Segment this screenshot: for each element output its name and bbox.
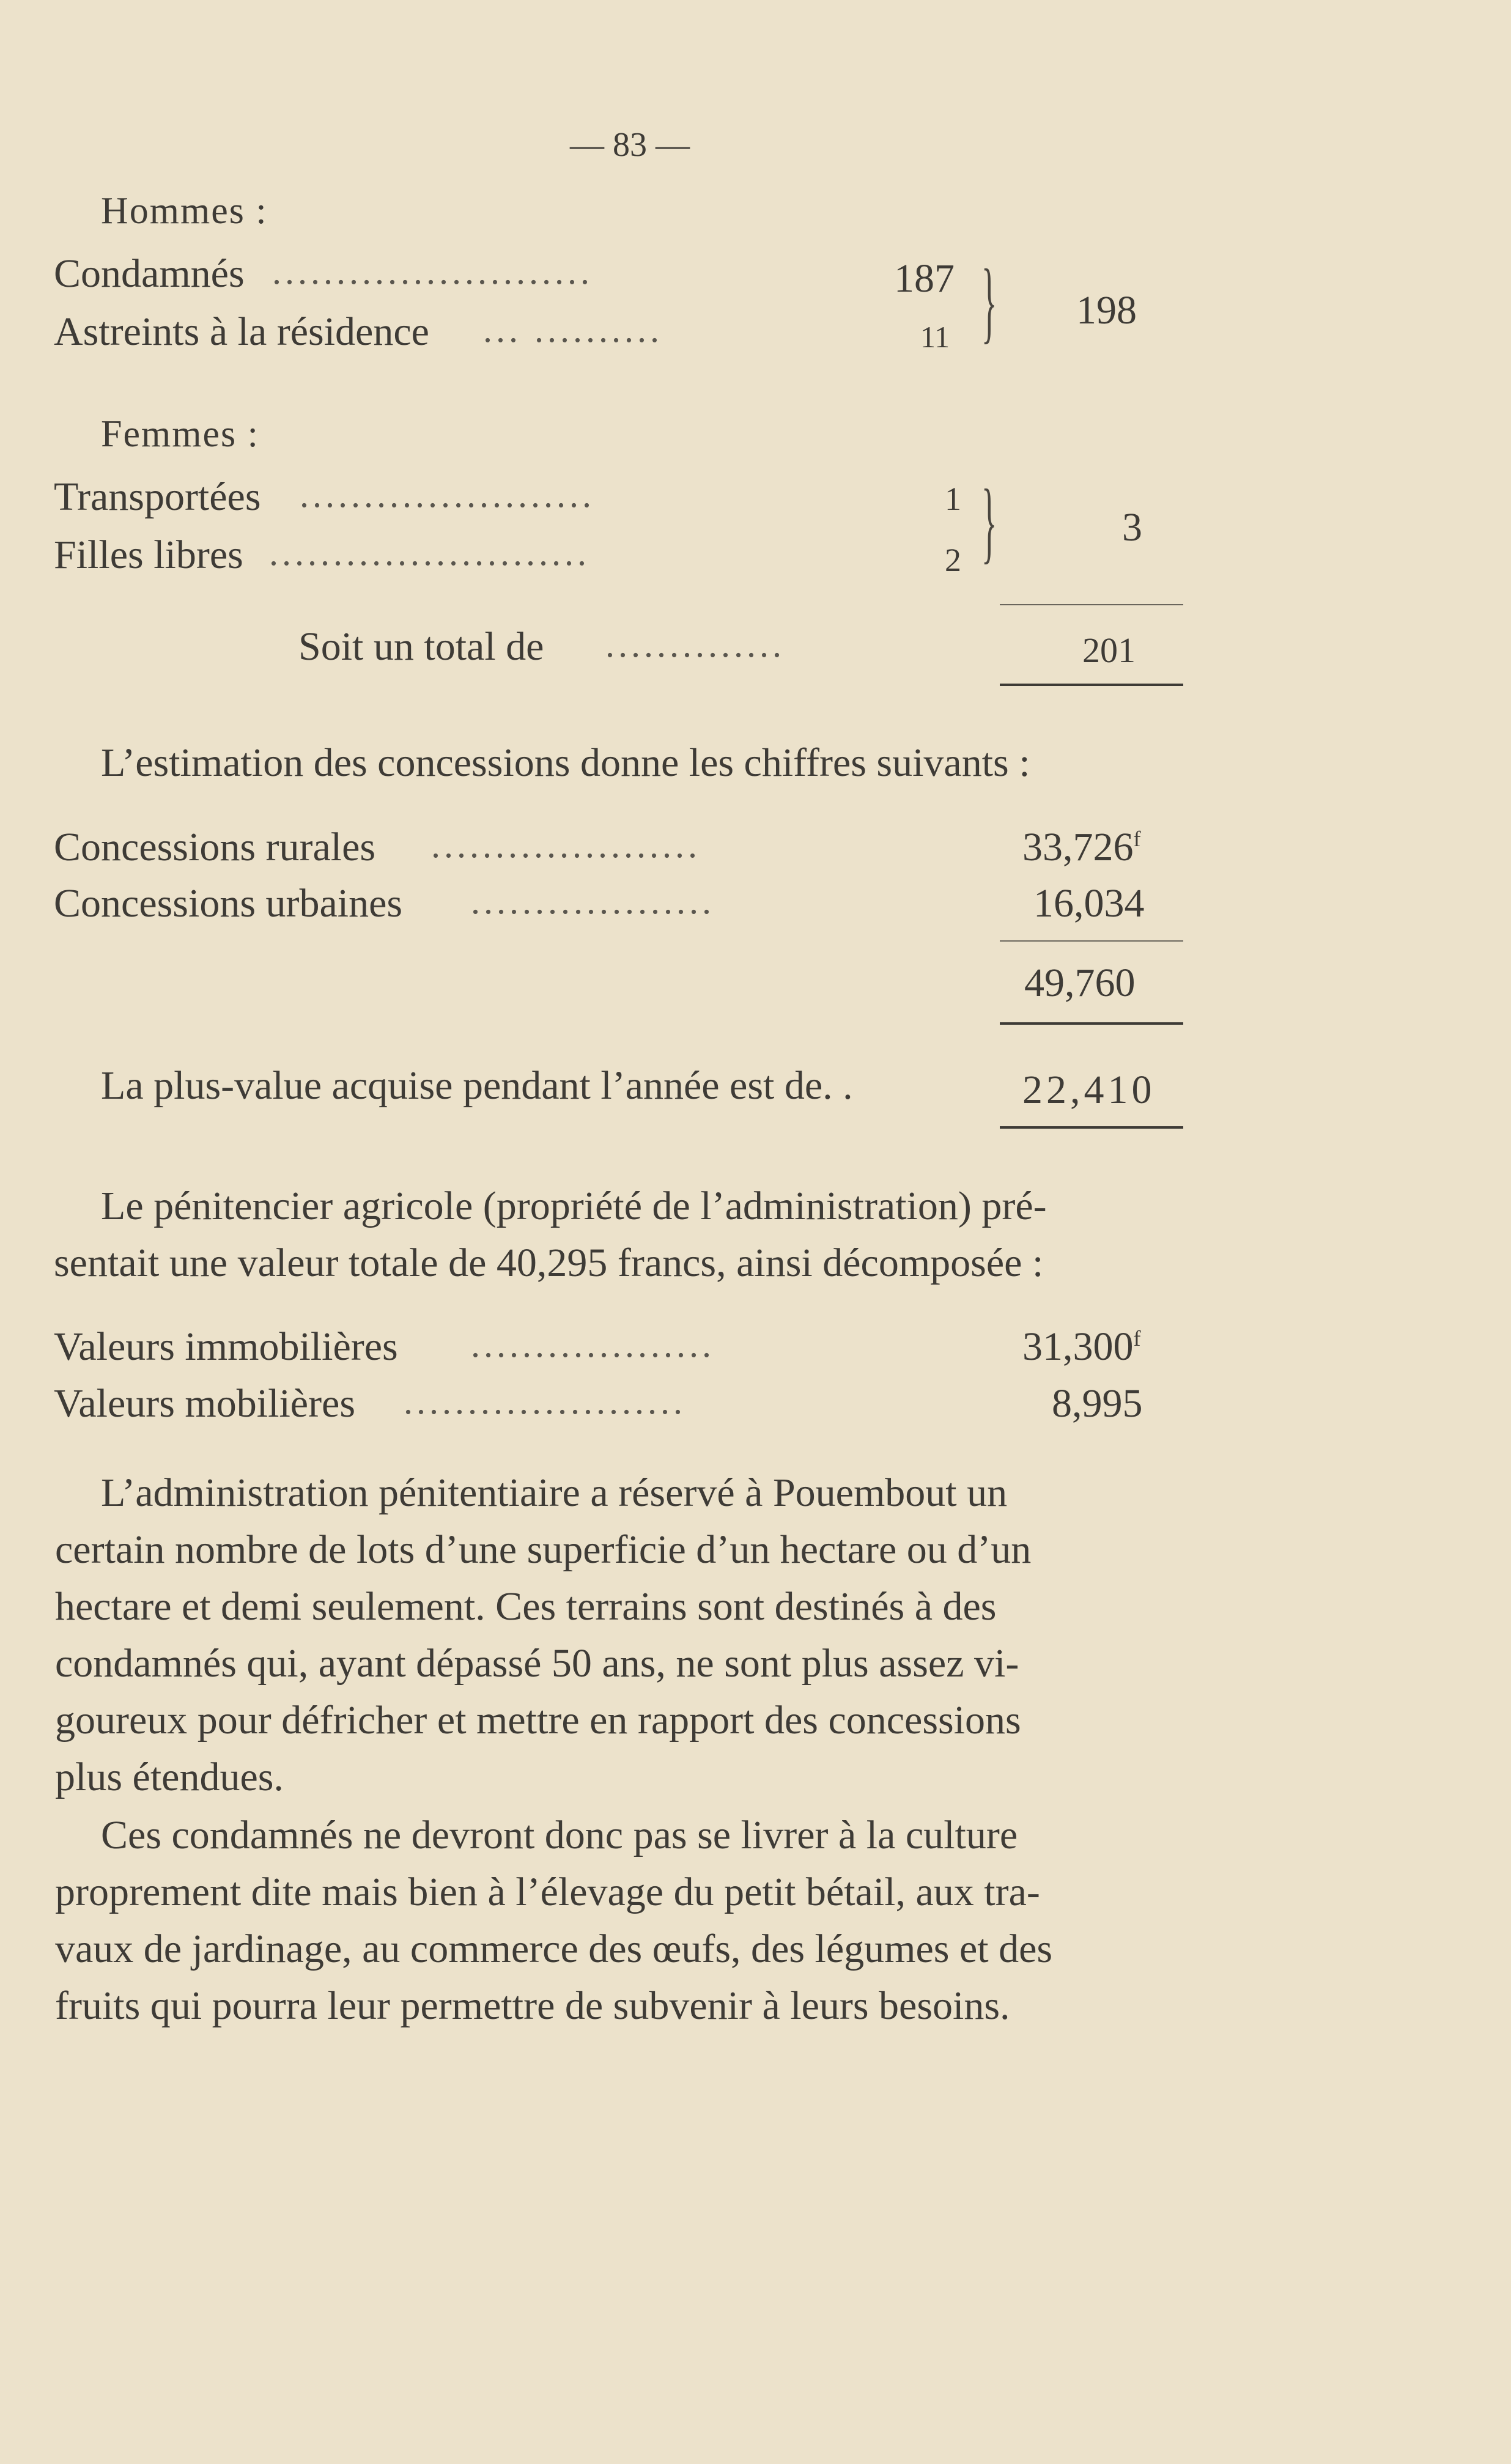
row-label-valeurs-immobilieres: Valeurs immobilières: [54, 1324, 398, 1369]
value-valeurs-mobilieres: 8,995: [1052, 1381, 1143, 1426]
value-astreints: 11: [920, 320, 950, 354]
paragraph-elevage: [55, 1807, 1211, 2034]
row-label-condamnes: Condamnés: [54, 251, 245, 296]
brace-femmes: }: [981, 471, 997, 572]
leader-dots: .....................: [431, 825, 701, 865]
plus-value-label: La plus-value acquise pendant l’année est de. .: [101, 1063, 853, 1108]
page-number: — 83 —: [570, 126, 690, 164]
brace-hommes: }: [981, 251, 997, 352]
paragraph-line: plus étendues.: [55, 1755, 284, 1799]
penitencier-line-1: Le pénitencier agricole (propriété de l’administration) pré-: [101, 1184, 1047, 1228]
paragraph-line: condamnés qui, ayant dépassé 50 ans, ne sont plus assez vi-: [55, 1641, 1019, 1686]
paragraph-line: certain nombre de lots d’une superficie d’un hectare ou d’un: [55, 1527, 1032, 1572]
paragraph-pouembout-lots: [55, 1464, 1211, 1806]
concessions-intro: L’estimation des concessions donne les chiffres suivants :: [101, 740, 1030, 785]
rule-below-plus-value: [1000, 1126, 1183, 1129]
femmes-heading: Femmes :: [101, 413, 259, 455]
hommes-heading: Hommes :: [101, 190, 268, 232]
row-label-astreints: Astreints à la résidence: [54, 309, 429, 354]
subtotal-femmes: 3: [1122, 505, 1142, 550]
rule-below-sum: [1000, 1022, 1183, 1025]
row-label-valeurs-mobilieres: Valeurs mobilières: [54, 1381, 356, 1426]
paragraph-line: fruits qui pourra leur permettre de subvenir à leurs besoins.: [55, 1983, 1010, 2028]
total-label: Soit un total de: [298, 624, 544, 669]
leader-dots: ...................: [471, 881, 715, 921]
row-label-concessions-urbaines: Concessions urbaines: [54, 881, 403, 926]
paragraph-line: vaux de jardinage, au commerce des œufs, des légumes et des: [55, 1927, 1053, 1971]
leader-dots: ..............: [605, 624, 785, 665]
penitencier-line-2: sentait une valeur totale de 40,295 francs, ainsi décomposée :: [54, 1241, 1044, 1285]
plus-value-amount: 22,410: [1022, 1068, 1156, 1112]
paragraph-line: Ces condamnés ne devront donc pas se livrer à la culture: [101, 1813, 1018, 1857]
value-transportees: 1: [945, 481, 961, 517]
paragraph-line: L’administration pénitentiaire a réservé à Pouembout un: [101, 1470, 1008, 1515]
paragraph-line: goureux pour défricher et mettre en rapport des concessions: [55, 1698, 1021, 1743]
total-value: 201: [1082, 630, 1136, 670]
paragraph-line: proprement dite mais bien à l’élevage du petit bétail, aux tra-: [55, 1870, 1040, 1914]
value-valeurs-immobilieres: 31,300$^f$: [1022, 1324, 1141, 1369]
leader-dots: .........................: [272, 251, 593, 292]
value-concessions-urbaines: 16,034: [1033, 881, 1145, 926]
rule-below-total: [1000, 684, 1183, 686]
row-label-transportees: Transportées: [54, 474, 261, 519]
row-label-filles-libres: Filles libres: [54, 533, 243, 577]
paragraph-line: hectare et demi seulement. Ces terrains sont destinés à des: [55, 1584, 997, 1629]
leader-dots: ... ..........: [483, 309, 663, 350]
concessions-sum: 49,760: [1024, 961, 1136, 1005]
leader-dots: ...................: [471, 1324, 715, 1365]
value-condamnes: 187: [894, 256, 955, 301]
leader-dots: ......................: [404, 1381, 686, 1422]
subtotal-hommes: 198: [1076, 288, 1137, 333]
rule-above-total: [1000, 604, 1183, 605]
rule-above-sum: [1000, 940, 1183, 942]
value-filles-libres: 2: [945, 542, 961, 578]
leader-dots: .......................: [300, 474, 595, 515]
row-label-concessions-rurales: Concessions rurales: [54, 825, 376, 869]
value-concessions-rurales: 33,726$^f$: [1022, 825, 1141, 869]
leader-dots: .........................: [269, 533, 590, 573]
